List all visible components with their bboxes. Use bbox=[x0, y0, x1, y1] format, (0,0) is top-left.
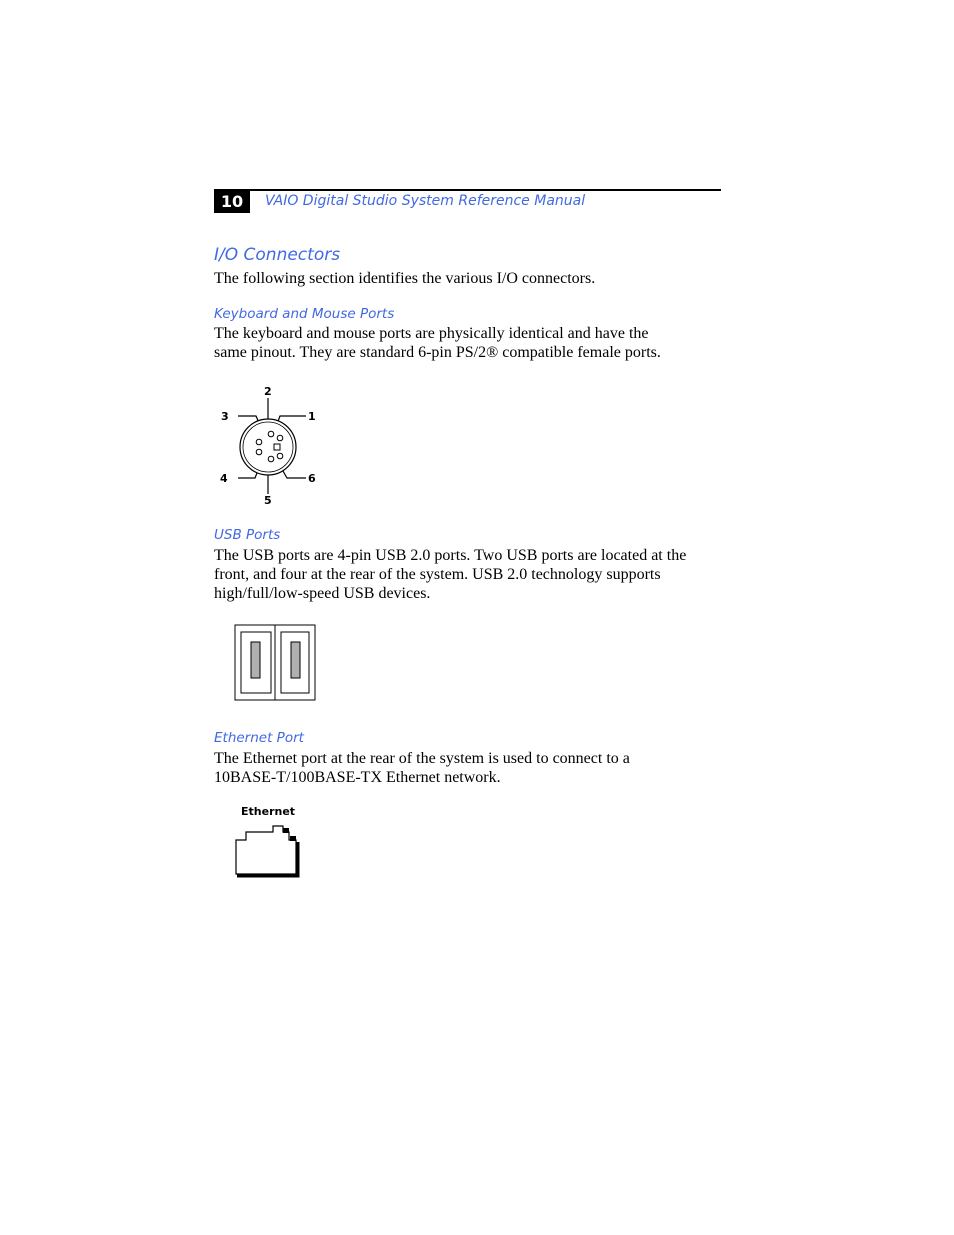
pin-label-6: 6 bbox=[308, 472, 316, 485]
ps2-connector-diagram bbox=[210, 380, 330, 510]
text-line: front, and four at the rear of the system. USB 2.0 technology supports bbox=[214, 566, 661, 583]
header-rule bbox=[214, 189, 721, 191]
section-title: I/O Connectors bbox=[214, 245, 341, 265]
usb-ports-diagram bbox=[234, 624, 318, 702]
text-line: high/full/low-speed USB devices. bbox=[214, 585, 431, 602]
text-line: The USB ports are 4-pin USB 2.0 ports. Two USB ports are located at the bbox=[214, 547, 687, 564]
ethernet-text bbox=[214, 749, 714, 787]
usb-tongue-left bbox=[251, 642, 260, 678]
intro-line: The following section identifies the various I/O connectors. bbox=[214, 270, 596, 287]
pin-label-4: 4 bbox=[220, 472, 228, 485]
usb-text bbox=[214, 546, 714, 603]
ethernet-label: Ethernet bbox=[241, 805, 296, 818]
text-line: 10BASE-T/100BASE-TX Ethernet network. bbox=[214, 769, 501, 786]
pin-label-1: 1 bbox=[308, 410, 316, 423]
rj45-jack bbox=[236, 826, 296, 874]
page-number: 10 bbox=[214, 191, 250, 213]
ethernet-port-diagram bbox=[232, 800, 304, 880]
text-line: same pinout. They are standard 6-pin PS/2® compatible female ports. bbox=[214, 344, 661, 361]
keyboard-mouse-text bbox=[214, 324, 714, 362]
usb-tongue-right bbox=[291, 642, 300, 678]
keyboard-mouse-heading: Keyboard and Mouse Ports bbox=[214, 306, 395, 322]
manual-title: VAIO Digital Studio System Reference Manual bbox=[265, 193, 586, 209]
text-line: The keyboard and mouse ports are physically identical and have the bbox=[214, 325, 649, 342]
pin-label-3: 3 bbox=[221, 410, 229, 423]
section-intro bbox=[214, 269, 714, 288]
text-line: The Ethernet port at the rear of the system is used to connect to a bbox=[214, 750, 630, 767]
ethernet-heading: Ethernet Port bbox=[214, 730, 304, 746]
pin-label-2: 2 bbox=[264, 385, 272, 398]
pin-label-5: 5 bbox=[264, 494, 272, 507]
usb-heading: USB Ports bbox=[214, 527, 281, 543]
